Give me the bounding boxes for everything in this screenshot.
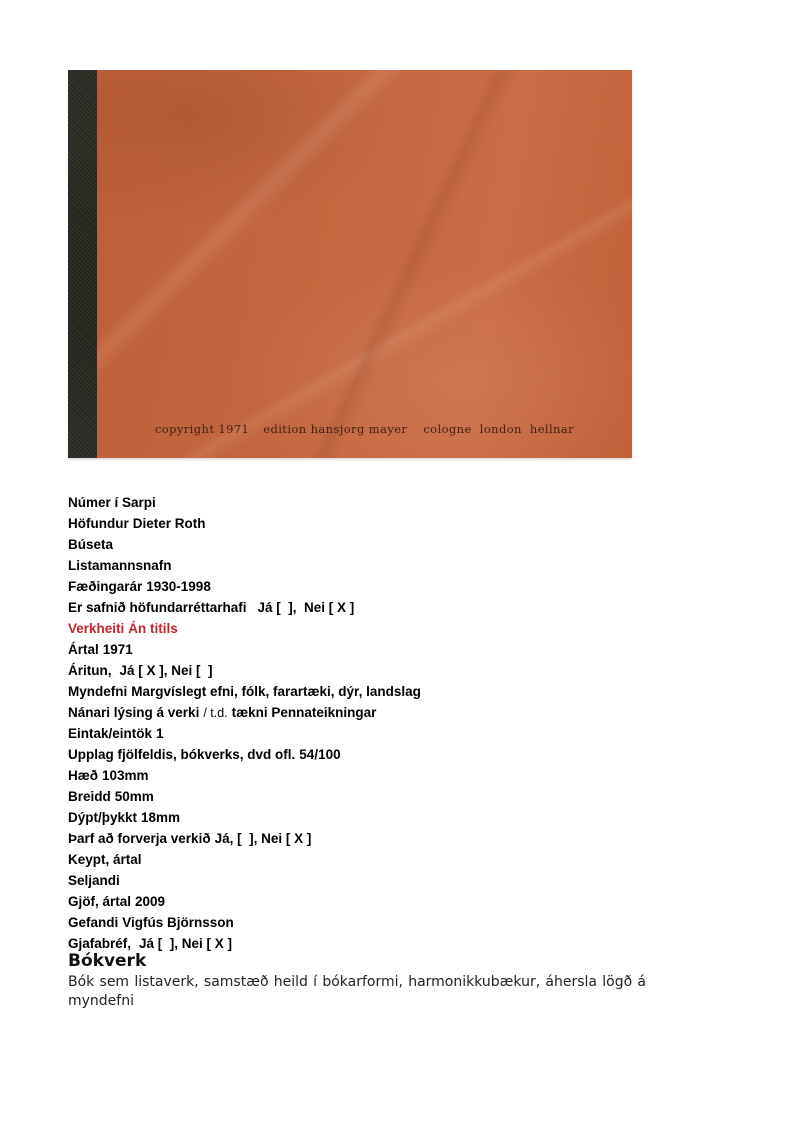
field-label: Ártal: [68, 642, 99, 657]
field-label: Listamannsnafn: [68, 558, 172, 573]
book-cover-photo: [68, 70, 632, 458]
field-value: Vigfús Björnsson: [122, 915, 234, 930]
field-gjof: [68, 891, 421, 912]
field-label: Keypt, ártal: [68, 852, 142, 867]
field-keypt: [68, 849, 421, 870]
section-title: Bókverk: [68, 951, 147, 971]
field-dypt: [68, 807, 421, 828]
field-value: 1971: [102, 642, 133, 657]
field-checkbox-value: Já, [ ], Nei [ X ]: [214, 831, 312, 846]
field-label: Númer í Sarpi: [68, 495, 156, 510]
field-forverja: [68, 828, 421, 849]
field-value: Dieter Roth: [132, 516, 206, 531]
field-breidd: [68, 786, 421, 807]
field-seljandi: [68, 870, 421, 891]
field-listamannsnafn: [68, 555, 421, 576]
field-value: 54/100: [299, 747, 341, 762]
field-hofundarrettarhafi: [68, 597, 421, 618]
field-label: Upplag fjölfeldis, bókverks, dvd ofl.: [68, 747, 296, 762]
field-label: Breidd: [68, 789, 111, 804]
field-myndefni: [68, 681, 421, 702]
field-value: tækni Pennateikningar: [231, 705, 377, 720]
field-label-suffix: / t.d.: [203, 706, 228, 720]
field-upplag: [68, 744, 421, 765]
field-verkheiti: [68, 618, 421, 639]
field-value: Margvíslegt efni, fólk, farartæki, dýr, landslag: [131, 684, 421, 699]
field-label: Gjafabréf,: [68, 936, 132, 951]
imprint-publisher: edition hansjorg mayer: [263, 422, 408, 436]
catalog-field-list: [68, 492, 421, 954]
field-label: Nánari lýsing á verki: [68, 705, 200, 720]
field-value: 1930-1998: [146, 579, 211, 594]
field-hofundur: [68, 513, 421, 534]
imprint-copyright: copyright 1971: [154, 422, 250, 436]
book-cover-paper: [97, 70, 632, 458]
field-gefandi: [68, 912, 421, 933]
cover-imprint-text: [97, 422, 632, 436]
section-description: Bók sem listaverk, samstæð heild í bókarformi, harmonikkubækur, áhersla lögð á myndefni: [68, 974, 646, 1009]
field-value: 2009: [135, 894, 166, 909]
field-checkbox-value: Já [ ], Nei [ X ]: [139, 936, 233, 951]
field-value: 18mm: [141, 810, 181, 825]
field-nanari-lysing: [68, 702, 421, 723]
field-artal: [68, 639, 421, 660]
field-faedingarar: [68, 576, 421, 597]
field-buseta: [68, 534, 421, 555]
field-value: Án titils: [128, 621, 178, 636]
field-label: Gefandi: [68, 915, 119, 930]
field-value: 103mm: [102, 768, 149, 783]
field-label: Þarf að forverja verkið: [68, 831, 211, 846]
field-label: Fæðingarár: [68, 579, 143, 594]
imprint-cities: cologne london hellnar: [423, 422, 575, 436]
field-label: Gjöf, ártal: [68, 894, 132, 909]
field-aritun: [68, 660, 421, 681]
field-label: Búseta: [68, 537, 114, 552]
field-eintak: [68, 723, 421, 744]
field-label: Eintak/eintök: [68, 726, 153, 741]
field-checkbox-value: Já [ X ], Nei [ ]: [119, 663, 213, 678]
field-label: Hæð: [68, 768, 98, 783]
field-label: Dýpt/þykkt: [68, 810, 138, 825]
field-haed: [68, 765, 421, 786]
field-value: 50mm: [114, 789, 154, 804]
field-label: Myndefni: [68, 684, 128, 699]
field-label: Verkheiti: [68, 621, 125, 636]
field-value: 1: [156, 726, 164, 741]
field-label: Áritun,: [68, 663, 112, 678]
field-checkbox-value: Já [ ], Nei [ X ]: [257, 600, 355, 615]
field-label: Höfundur: [68, 516, 129, 531]
field-label: Er safnið höfundarréttarhafi: [68, 600, 247, 615]
book-spine: [68, 70, 97, 458]
field-label: Seljandi: [68, 873, 120, 888]
field-numer-i-sarpi: [68, 492, 421, 513]
